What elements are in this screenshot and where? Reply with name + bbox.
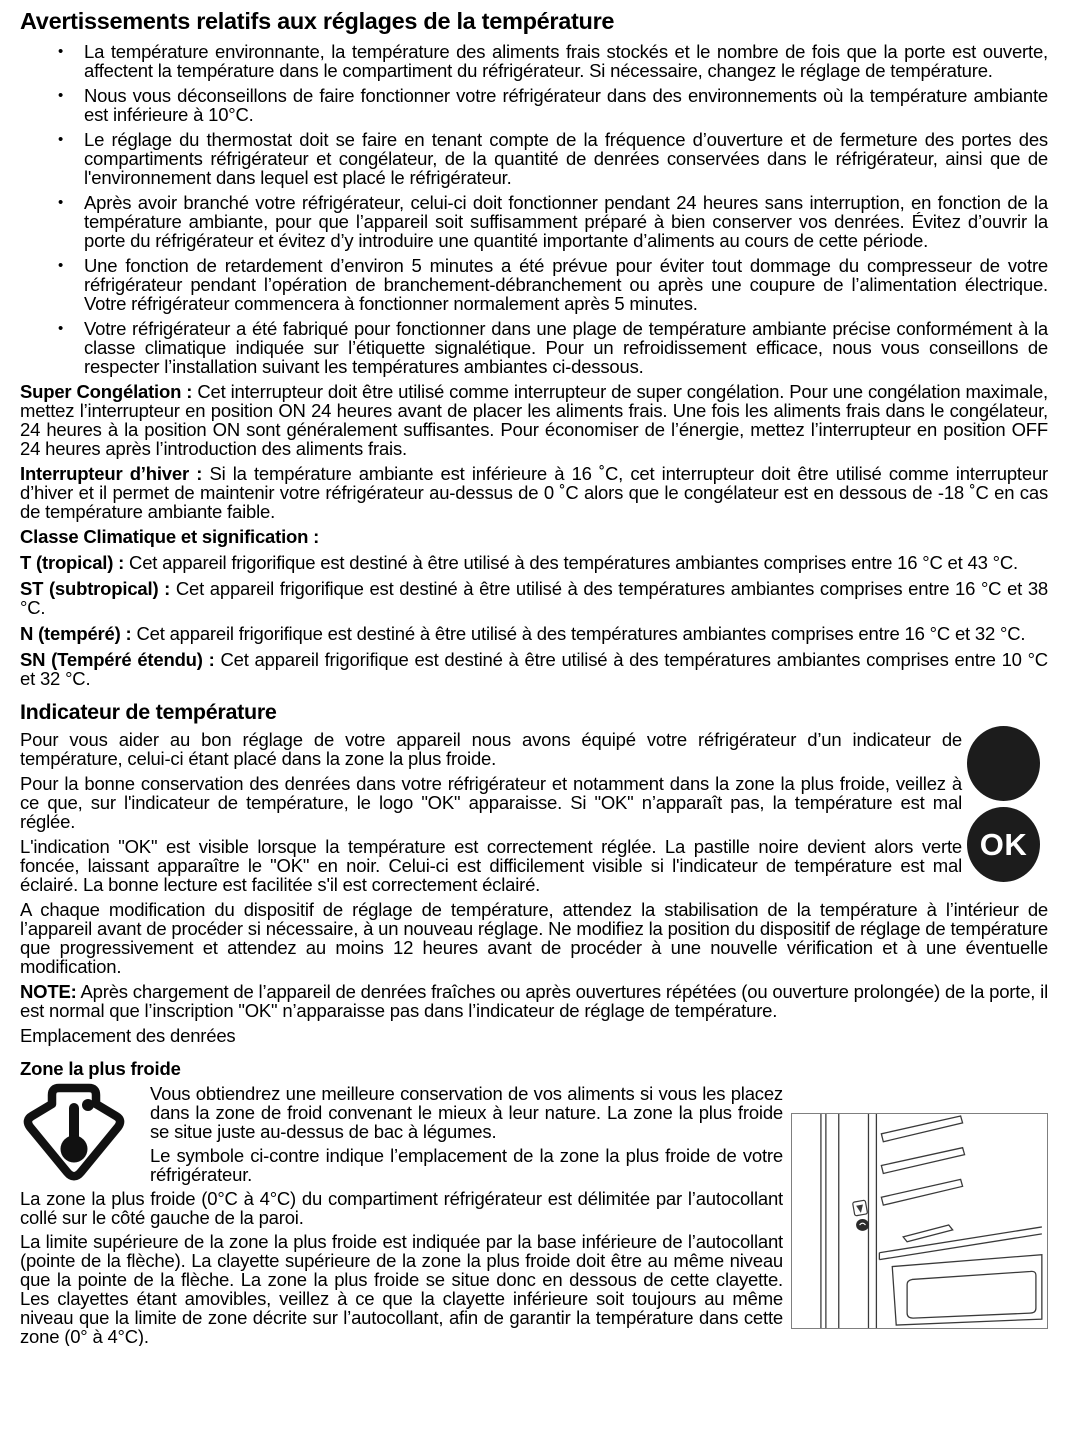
climate-class-row — [20, 650, 1048, 688]
coldest-zone-section — [20, 1081, 1048, 1346]
warning-item — [20, 86, 1048, 124]
climate-class-label: N (tempéré) : — [20, 623, 132, 644]
super-freeze-paragraph — [20, 382, 1048, 458]
fridge-interior-illustration — [791, 1113, 1048, 1329]
climate-class-label: SN (Tempéré étendu) : — [20, 649, 215, 670]
warning-list — [20, 42, 1048, 376]
winter-switch-text: Si la température ambiante est inférieure à 16 ˚C, cet interrupteur doit être utilisé comme interrupteur d’hiver et il permet de maintenir votre réfrigérateur au-dessus de 0 ˚C alors que le congélateur est en dessous de -18 ˚C en cas de température ambiante faible. — [20, 463, 1048, 522]
super-freeze-text: Cet interrupteur doit être utilisé comme interrupteur de super congélation. Pour une congélation maximale, mettez l’interrupteur en position ON 24 heures avant de placer les aliments frais. Une fois les aliments frais dans le congélateur, 24 heures à la position ON sont généralement suffisantes. Pour économiser de l’énergie, mettez l’interrupteur en position OFF 24 heures après l’introduction des aliments frais. — [20, 381, 1048, 459]
temperature-indicator-dot — [967, 726, 1040, 801]
climate-class-row — [20, 553, 1048, 572]
climate-class-row — [20, 624, 1048, 643]
cold-zone-paragraph: La zone la plus froide (0°C à 4°C) du compartiment réfrigérateur est délimitée par l’autocollant collé sur le côté gauche de la paroi. — [20, 1188, 783, 1228]
warning-text: Le réglage du thermostat doit se faire en tenant compte de la fréquence d’ouverture et de fermeture des portes des compartiments réfrigérateur et congélateur, de la quantité de denrées conservées dans le réfrigérateur, ainsi que de l'environnement dans lequel est placé le réfrigérateur. — [84, 129, 1048, 188]
ok-label: OK — [979, 827, 1028, 862]
indicator-paragraph: A chaque modification du dispositif de réglage de température, attendez la stabilisation de la température à l’intérieur de l’appareil avant de procéder si nécessaire, à un nouveau réglage. Ne modifiez la position du dispositif de réglage de température que progressivement et attendez au moins 12 heures avant de procéder à une nouvelle vérification et à une éventuelle modification. — [20, 899, 1048, 977]
indicator-paragraph: Pour vous aider au bon réglage de votre appareil nous avons équipé votre réfrigérateur d’un indicateur de température, celui-ci étant placé dans la zone la plus froide. — [20, 729, 962, 769]
ok-indicator-badge — [967, 807, 1040, 882]
warning-item — [20, 193, 1048, 250]
climate-class-text: Cet appareil frigorifique est destiné à être utilisé à des températures ambiantes comprises entre 16 °C et 38 °C. — [20, 578, 1049, 618]
indicator-paragraph: Pour la bonne conservation des denrées dans votre réfrigérateur et notamment dans la zone la plus froide, veillez à ce que, sur l'indicateur de température, le logo "OK" apparaisse. Si "OK" n’apparaît pas, la température est mal réglée. — [20, 773, 962, 832]
climate-class-heading: Classe Climatique et signification : — [20, 526, 320, 547]
cold-zone-thermometer-icon — [22, 1083, 126, 1183]
climate-class-text: Cet appareil frigorifique est destiné à être utilisé à des températures ambiantes comprises entre 10 °C et 32 °C. — [20, 649, 1048, 689]
bullet-icon: • — [58, 320, 64, 337]
cold-zone-icon — [22, 1083, 126, 1183]
climate-class-text: Cet appareil frigorifique est destiné à être utilisé à des températures ambiantes comprises entre 16 °C et 32 °C. — [136, 623, 1026, 644]
warning-item — [20, 256, 1048, 313]
warning-item — [20, 42, 1048, 80]
cold-zone-paragraph: Le symbole ci-contre indique l’emplacement de la zone la plus froide de votre réfrigérateur. — [150, 1145, 783, 1185]
warning-text: Après avoir branché votre réfrigérateur, celui-ci doit fonctionner pendant 24 heures sans interruption, en fonction de la température ambiante, pour que l’appareil soit suffisamment préparé à bien conserver vos denrées. Évitez d’ouvrir la porte du réfrigérateur et évitez d’y introduire une quantité importante d’aliments au cours de cette période. — [84, 192, 1048, 251]
cold-zone-sticker-icon — [853, 1200, 868, 1216]
warning-text: La température environnante, la température des aliments frais stockés et le nombre de fois que la porte est ouverte, affectent la température dans le compartiment du réfrigérateur. Si nécessaire, changez le réglage de température. — [84, 41, 1048, 81]
note-label: NOTE: — [20, 981, 77, 1002]
temperature-indicator-heading: Indicateur de température — [20, 700, 277, 724]
cold-zone-paragraph: Vous obtiendrez une meilleure conservation de vos aliments si vous les placez dans la zone de froid convenant le mieux à leur nature. La zone la plus froide se situe juste au-dessus de bac à légumes. — [150, 1083, 783, 1142]
warning-text: Votre réfrigérateur a été fabriqué pour fonctionner dans une plage de température ambiante précise conformément à la classe climatique indiquée sur l’étiquette signalétique. Pour un refroidissement efficace, nous vous conseillons de respecter l’installation suivant les températures ambiantes ci-dessous. — [84, 318, 1048, 377]
climate-class-label: T (tropical) : — [20, 552, 125, 573]
fridge-line-art — [792, 1114, 1047, 1328]
climate-class-label: ST (subtropical) : — [20, 578, 171, 599]
winter-switch-label: Interrupteur d’hiver : — [20, 463, 203, 484]
climate-class-row — [20, 579, 1048, 617]
bullet-icon: • — [58, 43, 64, 60]
ok-dot-icon — [856, 1219, 869, 1231]
coldest-zone-heading: Zone la plus froide — [20, 1058, 181, 1079]
bullet-icon: • — [58, 87, 64, 104]
food-placement-line: Emplacement des denrées — [20, 1025, 236, 1046]
warning-text: Une fonction de retardement d’environ 5 minutes a été prévue pour éviter tout dommage du compresseur de votre réfrigérateur pendant l’opération de branchement-débranchement ou après une coupure de l’alimentation électrique. Votre réfrigérateur commencera à fonctionner normalement après 5 minutes. — [84, 255, 1048, 314]
cold-zone-paragraph: La limite supérieure de la zone la plus froide est indiquée par la base inférieure de l’autocollant (pointe de la flèche). La clayette supérieure de la zone la plus froide doit être au même niveau que la pointe de la flèche. La zone la plus froide se situe donc en dessous de cette clayette. Les clayettes étant amovibles, veillez à ce que la clayette inférieure soit toujours au même niveau que la limite de zone décrite sur l’autocollant, afin de garantir la température dans cette zone (0° à 4°C). — [20, 1231, 783, 1346]
warning-text: Nous vous déconseillons de faire fonctionner votre réfrigérateur dans des environnements où la température ambiante est inférieure à 10°C. — [84, 85, 1048, 125]
winter-switch-paragraph — [20, 464, 1048, 521]
climate-class-text: Cet appareil frigorifique est destiné à être utilisé à des températures ambiantes comprises entre 16 °C et 43 °C. — [129, 552, 1018, 573]
page-title: Avertissements relatifs aux réglages de la température — [20, 8, 615, 34]
warning-item — [20, 130, 1048, 187]
note-text: Après chargement de l’appareil de denrées fraîches ou après ouvertures répétées (ou ouverture prolongée) de la porte, il est normal que l’inscription "OK" n’apparaisse pas dans l’indicateur de réglage de température. — [20, 981, 1049, 1021]
note-paragraph — [20, 982, 1048, 1020]
warning-item — [20, 319, 1048, 376]
super-freeze-label: Super Congélation : — [20, 381, 193, 402]
bullet-icon: • — [58, 194, 64, 211]
temperature-indicator-section — [20, 730, 1048, 894]
climate-class-list — [20, 553, 1048, 688]
bullet-icon: • — [58, 131, 64, 148]
indicator-paragraph: L'indication "OK" est visible lorsque la température est correctement réglée. La pastille noire devient alors verte foncée, laissant apparaître le "OK" en noir. Celui-ci est difficilement visible si l'indicateur de température est mal éclairé. La bonne lecture est facilitée s'il est correctement éclairé. — [20, 836, 962, 895]
bullet-icon: • — [58, 257, 64, 274]
